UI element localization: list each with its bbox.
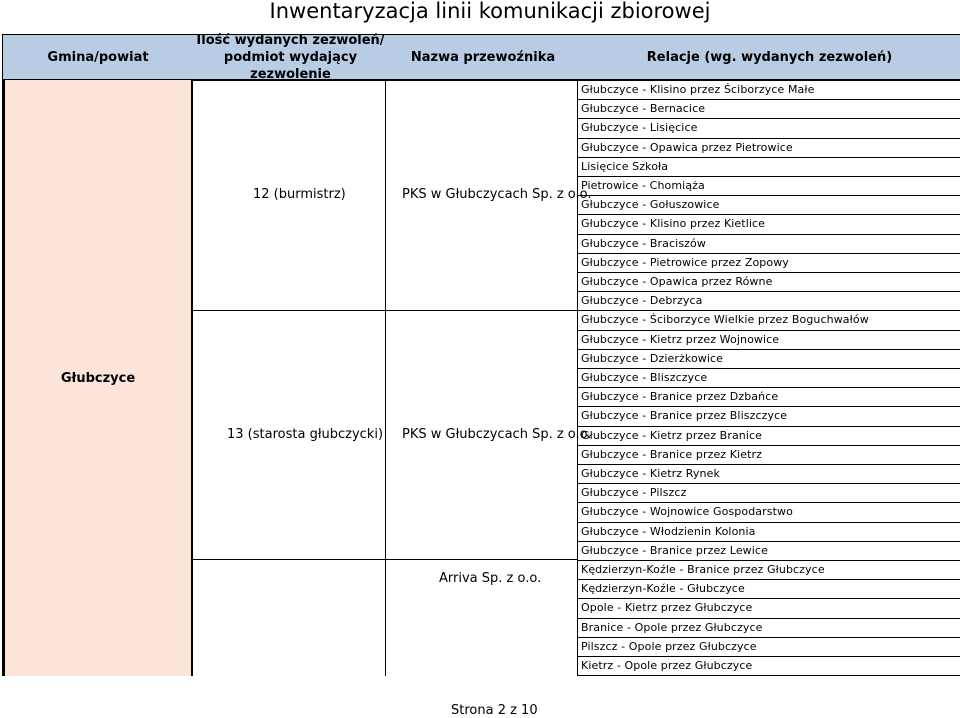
route-item: Głubczyce - Klisino przez Ściborzyce Małe [581,83,815,96]
header-ilosc-line1: Ilość wydanych zezwoleń/ [196,32,385,48]
route-row-divider [577,118,960,119]
group-2-przewoznik: PKS w Głubczycach Sp. z o.o. [402,427,592,442]
route-row-divider [577,253,960,254]
route-item: Pilszcz - Opole przez Głubczyce [581,639,757,653]
header-ilosc [193,32,388,82]
header-ilosc-line2: podmiot wydający zezwolenie [223,49,358,82]
route-item: Głubczyce - Lisięcice [581,121,698,135]
document-title: Inwentaryzacja linii komunikacji zbiorowej [269,0,711,23]
route-item: Głubczyce - Branice przez Lewice [581,543,768,557]
route-item: Głubczyce - Włodzienin Kolonia [581,524,756,538]
route-row-divider [577,675,960,676]
route-row-divider [577,541,960,542]
gmina-label: Głubczyce [60,370,136,386]
group-2-ilosc: 13 (starosta głubczycki) [227,427,384,442]
header-gmina: Gmina/powiat [47,49,149,65]
route-item: Głubczyce - Opawica przez Równe [581,275,773,288]
page-number: Strona 2 z 10 [451,703,538,718]
route-row-divider [577,291,960,292]
route-item: Głubczyce - Kietrz przez Branice [581,428,763,442]
header-relacje: Relacje (wg. wydanych zezwoleń) [646,49,893,65]
route-item: Głubczyce - Bernacice [581,102,706,116]
route-item: Głubczyce - Bliszczyce [581,371,708,384]
route-item: Opole - Kietrz przez Głubczyce [581,601,753,615]
route-row-divider [577,272,960,273]
group-1-ilosc: 12 (burmistrz) [253,187,346,202]
route-item: Głubczyce - Klisino przez Kietlice [581,217,766,231]
route-item: Głubczyce - Branice przez Bliszczyce [581,409,788,423]
route-row-divider [577,406,960,407]
route-row-divider [577,522,960,523]
route-row-divider [577,330,960,331]
route-item: Głubczyce - Dzierżkowice [581,351,724,365]
route-row-divider [577,157,960,158]
route-item: Branice - Opole przez Głubczyce [581,620,763,634]
table-header [2,34,960,81]
route-item: Głubczyce - Wojnowice Gospodarstwo [581,505,793,519]
route-row-divider [577,349,960,350]
route-row-divider [577,483,960,484]
route-row-divider [577,368,960,369]
route-item: Kietrz - Opole przez Głubczyce [581,659,753,672]
route-item: Głubczyce - Ściborzyce Wielkie przez Boguchwałów [581,313,869,327]
route-item: Głubczyce - Pietrowice przez Zopowy [581,255,789,269]
route-item: Głubczyce - Braciszów [581,236,706,250]
group-1-przewoznik: PKS w Głubczycach Sp. z o.o. [402,187,592,202]
header-przewoznik: Nazwa przewoźnika [410,49,556,65]
route-row-divider [577,234,960,235]
column-divider [385,80,386,676]
route-row-divider [577,502,960,503]
route-item: Głubczyce - Pilszcz [581,486,687,500]
route-row-divider [577,637,960,638]
route-row-divider [577,656,960,657]
group-3-przewoznik: Arriva Sp. z o.o. [439,571,542,586]
column-divider [577,80,578,676]
route-item: Głubczyce - Branice przez Kietrz [581,447,763,461]
route-row-divider [577,214,960,215]
route-item: Lisięcice Szkoła [581,159,669,173]
route-row-divider [577,560,960,561]
route-item: Głubczyce - Gołuszowice [581,198,720,212]
route-item: Głubczyce - Kietrz Rynek [581,467,720,480]
group-divider [193,310,577,311]
gmina-cell [2,80,193,676]
route-item: Głubczyce - Kietrz przez Wojnowice [581,332,780,346]
route-item: Kędzierzyn-Koźle - Branice przez Głubczyce [581,563,825,576]
route-item: Głubczyce - Debrzyca [581,294,703,308]
route-item: Głubczyce - Branice przez Dzbańce [581,390,779,404]
route-row-divider [577,618,960,619]
route-item: Głubczyce - Opawica przez Pietrowice [581,140,793,154]
route-row-divider [577,176,960,177]
route-item: Kędzierzyn-Koźle - Głubczyce [581,582,745,596]
route-row-divider [577,464,960,465]
route-row-divider [577,387,960,388]
route-item: Pietrowice - Chomiąża [581,179,705,192]
route-row-divider [577,598,960,599]
route-row-divider [577,426,960,427]
route-row-divider [577,195,960,196]
route-row-divider [577,579,960,580]
route-row-divider [577,138,960,139]
route-row-divider [577,99,960,100]
group-divider [193,559,577,560]
route-row-divider [577,310,960,311]
route-row-divider [577,445,960,446]
